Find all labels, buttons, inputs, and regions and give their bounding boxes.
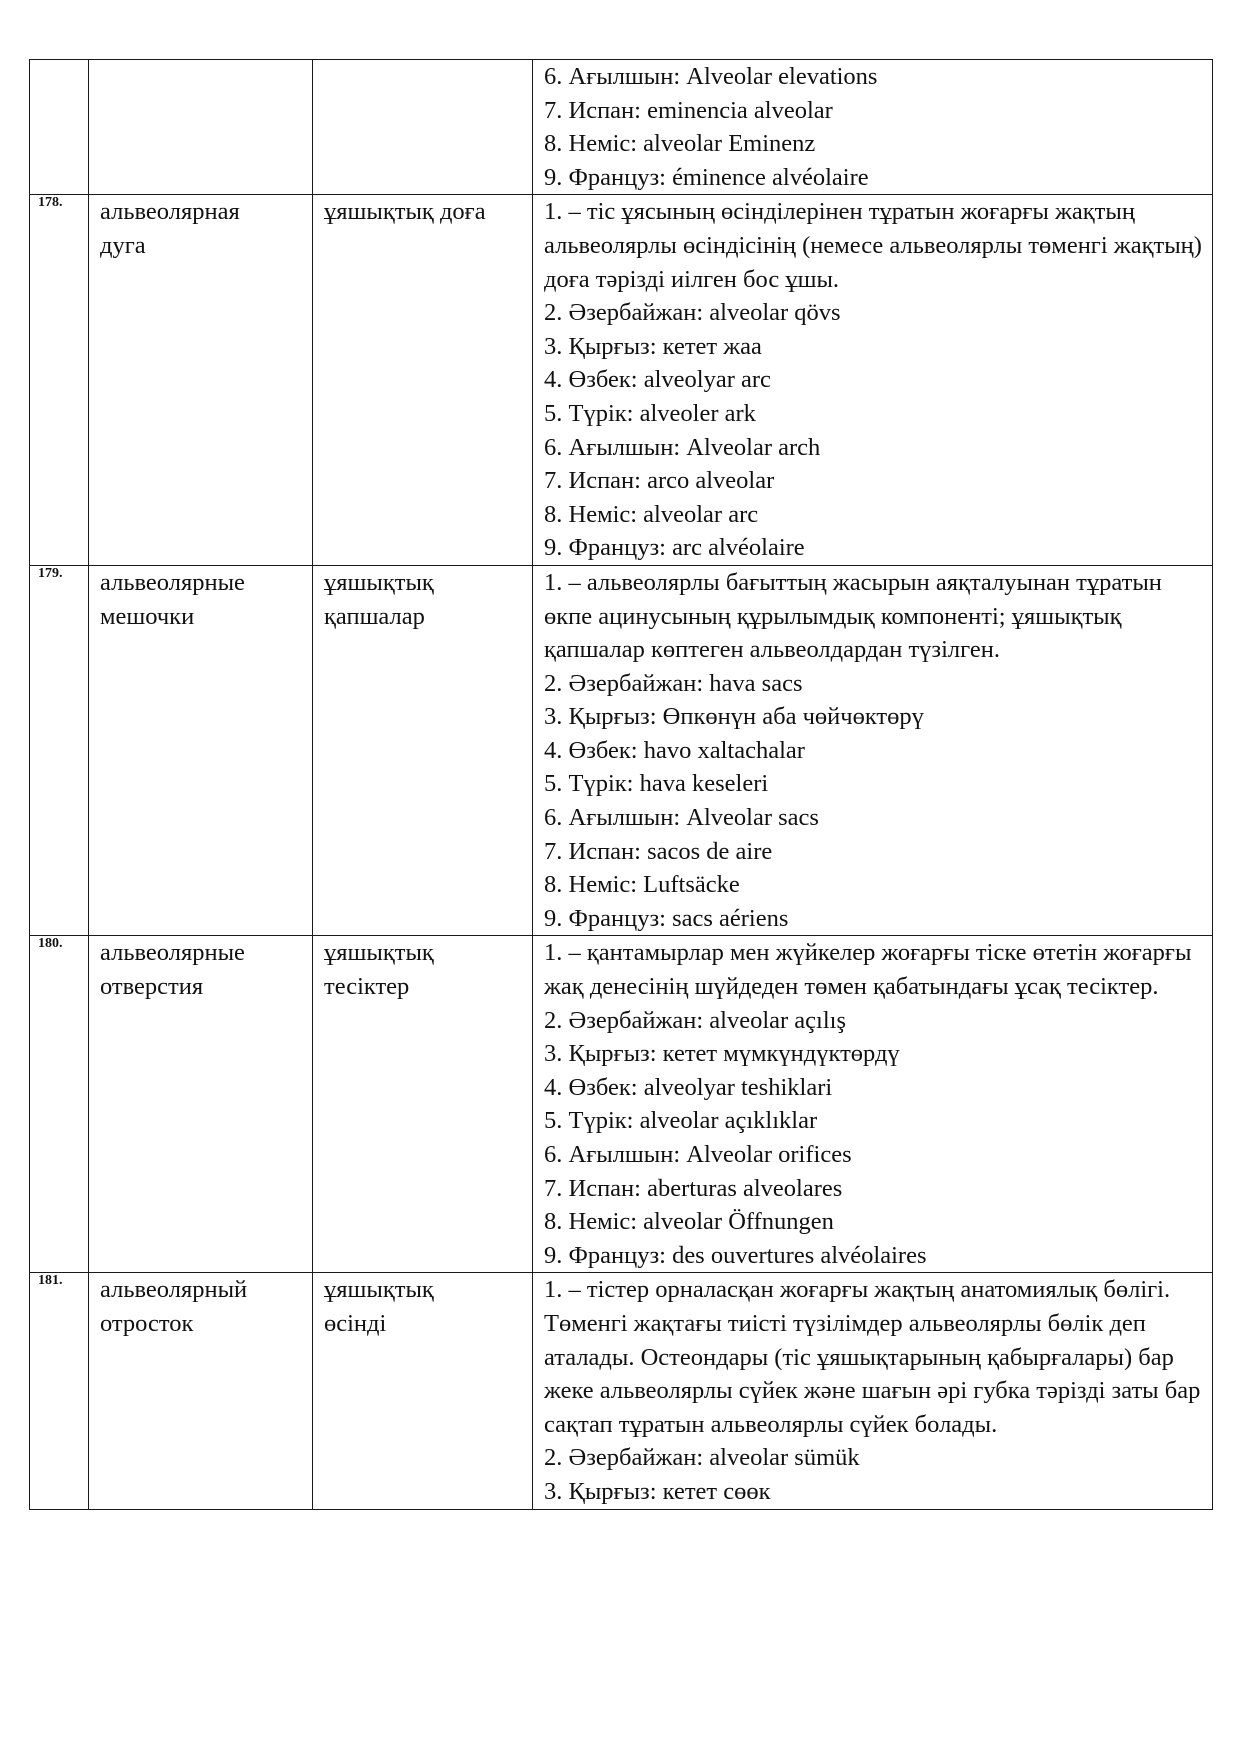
translation-french: 9. Француз: éminence alvéolaire bbox=[544, 163, 869, 191]
translation-german: 8. Неміс: alveolar Eminenz bbox=[544, 130, 816, 158]
definition-text: 1. – тіс ұясының өсінділерінен тұратын жоғарғы жақтың альвеолярлы өсіндісінің (немесе альвеолярлы төменгі жақтың) доға тәрізді иілген бос ұшы. bbox=[544, 198, 1202, 293]
translation-english: 6. Ағылшын: Alveolar orifices bbox=[544, 1141, 852, 1168]
translation-azerbaijani: 2. Әзербайжан: hava sacs bbox=[544, 669, 803, 697]
russian-term bbox=[89, 1273, 313, 1509]
translation-german: 8. Неміс: alveolar arc bbox=[544, 500, 759, 528]
dictionary-table bbox=[29, 59, 1213, 1510]
entry-number bbox=[30, 60, 89, 195]
translation-uzbek: 4. Өзбек: havo xaltachalar bbox=[544, 736, 805, 764]
russian-term-line: альвеолярный bbox=[100, 1276, 248, 1304]
translation-german: 8. Неміс: Luftsäcke bbox=[544, 871, 740, 899]
russian-term-line: мешочки bbox=[100, 602, 195, 630]
kazakh-term-line: өсінді bbox=[324, 1309, 387, 1337]
entry-number: 179. bbox=[30, 565, 89, 936]
definition-cell bbox=[533, 195, 1213, 566]
translation-uzbek: 4. Өзбек: alveolyar arc bbox=[544, 366, 771, 394]
translation-french: 9. Француз: des ouvertures alvéolaires bbox=[544, 1241, 927, 1269]
russian-term-line: альвеолярная bbox=[100, 198, 240, 226]
kazakh-term bbox=[313, 60, 533, 195]
translation-azerbaijani: 2. Әзербайжан: alveolar qövs bbox=[544, 299, 841, 327]
translation-turkish: 5. Түрік: alveolar açıklıklar bbox=[544, 1107, 818, 1135]
table-row bbox=[30, 1273, 1213, 1509]
entry-number: 178. bbox=[30, 195, 89, 566]
translation-spanish: 7. Испан: aberturas alveolares bbox=[544, 1174, 843, 1202]
kazakh-term-line: ұяшықтық bbox=[324, 1276, 434, 1304]
entry-number: 180. bbox=[30, 936, 89, 1273]
definition-text: 1. – альвеолярлы бағыттың жасырын аяқталуынан тұратын өкпе ацинусының құрылымдық компоненті; ұяшықтық қапшалар көптеген альвеолдардан түзілген. bbox=[544, 568, 1162, 664]
russian-term-line: отверстия bbox=[100, 973, 204, 1001]
translation-spanish: 7. Испан: sacos de aire bbox=[544, 837, 773, 865]
russian-term-line: альвеолярные bbox=[100, 939, 245, 967]
translation-english: 6. Ағылшын: Alveolar arch bbox=[544, 433, 821, 461]
entry-number: 181. bbox=[30, 1273, 89, 1509]
translation-english: 6. Ағылшын: Alveolar sacs bbox=[544, 804, 819, 832]
translation-kyrgyz: 3. Қырғыз: кетет сөөк bbox=[544, 1477, 771, 1505]
definition-cell bbox=[533, 1273, 1213, 1509]
definition-cell bbox=[533, 60, 1213, 195]
table-row bbox=[30, 565, 1213, 936]
translation-spanish: 7. Испан: eminencia alveolar bbox=[544, 96, 833, 124]
translation-azerbaijani: 2. Әзербайжан: alveolar açılış bbox=[544, 1006, 847, 1034]
table-row bbox=[30, 195, 1213, 566]
kazakh-term bbox=[313, 195, 533, 566]
translation-kyrgyz: 3. Қырғыз: кетет жаа bbox=[544, 332, 762, 360]
kazakh-term-line: тесіктер bbox=[324, 973, 410, 1001]
russian-term-line: отросток bbox=[100, 1309, 194, 1337]
translation-kyrgyz: 3. Қырғыз: Өпкөнүн аба чөйчөктөрү bbox=[544, 703, 924, 731]
russian-term bbox=[89, 60, 313, 195]
russian-term-line: альвеолярные bbox=[100, 568, 245, 596]
translation-french: 9. Француз: arc alvéolaire bbox=[544, 534, 805, 562]
table-row bbox=[30, 60, 1213, 195]
table-row bbox=[30, 936, 1213, 1273]
definition-cell bbox=[533, 565, 1213, 936]
kazakh-term bbox=[313, 1273, 533, 1509]
translation-turkish: 5. Түрік: hava keseleri bbox=[544, 770, 769, 798]
russian-term bbox=[89, 195, 313, 566]
translation-turkish: 5. Түрік: alveoler ark bbox=[544, 399, 756, 427]
kazakh-term-line: ұяшықтық доға bbox=[324, 198, 486, 226]
translation-uzbek: 4. Өзбек: alveolyar teshiklari bbox=[544, 1073, 833, 1101]
russian-term-line: дуга bbox=[100, 231, 146, 259]
definition-text: 1. – қантамырлар мен жүйкелер жоғарғы тіске өтетін жоғарғы жақ денесінің шүйдеден төмен қабатындағы ұсақ тесіктер. bbox=[544, 939, 1192, 1001]
translation-german: 8. Неміс: alveolar Öffnungen bbox=[544, 1208, 834, 1236]
kazakh-term-line: ұяшықтық bbox=[324, 568, 434, 596]
russian-term bbox=[89, 565, 313, 936]
kazakh-term bbox=[313, 936, 533, 1273]
kazakh-term bbox=[313, 565, 533, 936]
kazakh-term-line: қапшалар bbox=[324, 602, 425, 630]
translation-spanish: 7. Испан: arco alveolar bbox=[544, 467, 775, 495]
translation-english: 6. Ағылшын: Alveolar elevations bbox=[544, 63, 878, 90]
translation-kyrgyz: 3. Қырғыз: кетет мүмкүндүктөрдү bbox=[544, 1040, 900, 1068]
kazakh-term-line: ұяшықтық bbox=[324, 939, 434, 967]
russian-term bbox=[89, 936, 313, 1273]
translation-azerbaijani: 2. Әзербайжан: alveolar sümük bbox=[544, 1444, 860, 1472]
definition-text: 1. – тістер орналасқан жоғарғы жақтың анатомиялық бөлігі. Төменгі жақтағы тиісті түзілімдер альвеолярлы бөлік деп аталады. Остеондары (тіс ұяшықтарының қабырғалары) бар жеке альвеолярлы сүйек және шағын әрі губка тәрізді заты бар сақтап тұратын альвеолярлы сүйек болады. bbox=[544, 1276, 1201, 1438]
definition-cell bbox=[533, 936, 1213, 1273]
translation-french: 9. Француз: sacs aériens bbox=[544, 904, 789, 932]
